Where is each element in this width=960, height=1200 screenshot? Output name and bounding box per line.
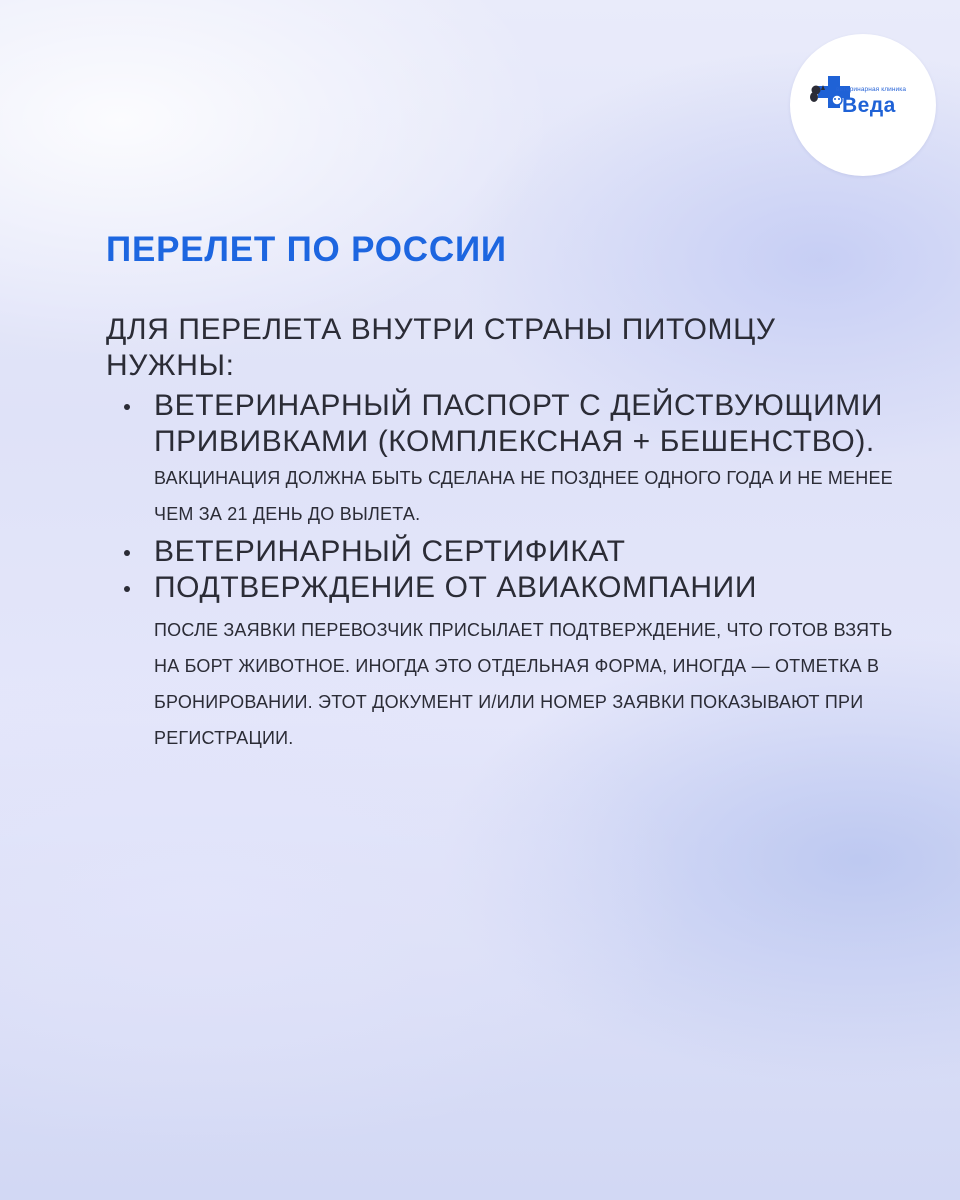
page-title: ПЕРЕЛЕТ ПО РОССИИ	[106, 230, 507, 269]
bullet-icon	[124, 404, 130, 410]
list-item-title: ВЕТЕРИНАРНЫЙ СЕРТИФИКАТ	[154, 535, 626, 568]
list-item	[120, 570, 900, 756]
list-item-note: ВАКЦИНАЦИЯ ДОЛЖНА БЫТЬ СДЕЛАНА НЕ ПОЗДНЕЕ ОДНОГО ГОДА И НЕ МЕНЕЕ ЧЕМ ЗА 21 ДЕНЬ ДО ВЫЛЕТА.	[154, 468, 893, 524]
logo-subtitle: ветеринарная клиника	[836, 86, 907, 93]
clinic-logo	[790, 34, 936, 176]
list-item	[120, 388, 900, 532]
list-item-title: ПОДТВЕРЖДЕНИЕ ОТ АВИАКОМПАНИИ	[154, 571, 757, 604]
list-item-title: ВЕТЕРИНАРНЫЙ ПАСПОРТ С ДЕЙСТВУЮЩИМИ ПРИВИВКАМИ (КОМПЛЕКСНАЯ + БЕШЕНСТВО).	[154, 389, 884, 458]
requirements-list	[120, 388, 900, 756]
list-item-note: ПОСЛЕ ЗАЯВКИ ПЕРЕВОЗЧИК ПРИСЫЛАЕТ ПОДТВЕРЖДЕНИЕ, ЧТО ГОТОВ ВЗЯТЬ НА БОРТ ЖИВОТНОЕ. ИНОГДА ЭТО ОТДЕЛЬНАЯ ФОРМА, ИНОГДА — ОТМЕТКА В БРОНИРОВАНИИ. ЭТОТ ДОКУМЕНТ И/ИЛИ НОМЕР ЗАЯВКИ ПОКАЗЫВАЮТ ПРИ РЕГИСТРАЦИИ.	[154, 620, 893, 748]
intro-text: ДЛЯ ПЕРЕЛЕТА ВНУТРИ СТРАНЫ ПИТОМЦУ НУЖНЫ:	[106, 313, 776, 382]
list-item	[120, 534, 900, 570]
bullet-icon	[124, 586, 130, 592]
bullet-icon	[124, 550, 130, 556]
logo-name: Веда	[842, 94, 896, 117]
